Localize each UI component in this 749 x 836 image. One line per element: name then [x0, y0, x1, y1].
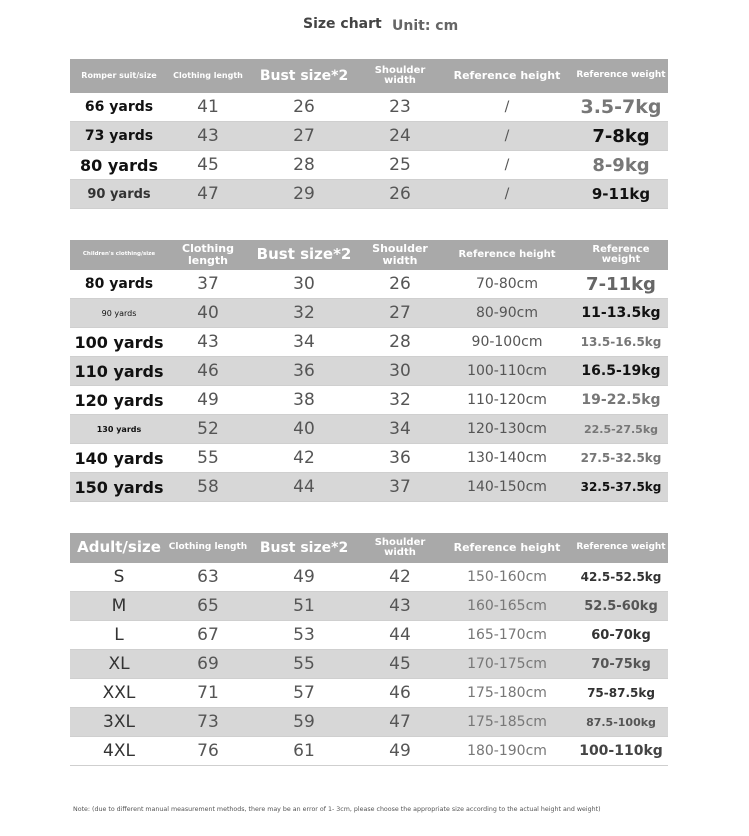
length-cell: 52: [197, 419, 219, 439]
height-cell: 90-100cm: [471, 334, 543, 350]
header-clothing-length: Clothing length: [168, 542, 248, 553]
length-cell: 49: [197, 390, 219, 410]
height-cell: 165-170cm: [467, 627, 547, 643]
table-row: [70, 592, 668, 621]
shoulder-cell: 36: [389, 448, 411, 468]
weight-cell: 7-11kg: [586, 273, 656, 295]
length-cell: 46: [197, 361, 219, 381]
length-cell: 55: [197, 448, 219, 468]
shoulder-cell: 45: [389, 654, 411, 674]
table-row: [70, 415, 668, 444]
header-reference-weight: Reference weight: [576, 542, 666, 553]
shoulder-cell: 23: [389, 97, 411, 117]
height-cell: 70-80cm: [475, 276, 538, 292]
header-clothing-length: Clothing length: [173, 70, 243, 80]
bust-cell: 30: [293, 274, 315, 294]
shoulder-cell: 47: [389, 712, 411, 732]
size-cell: 3XL: [103, 712, 135, 732]
height-cell: 130-140cm: [467, 450, 547, 466]
table-row: [70, 328, 668, 357]
bust-cell: 42: [293, 448, 315, 468]
weight-cell: 87.5-100kg: [586, 715, 656, 729]
table-header: [70, 533, 668, 563]
size-cell: XXL: [102, 683, 136, 703]
size-cell: 100 yards: [74, 332, 164, 352]
header-reference-height: Reference height: [453, 541, 561, 555]
weight-cell: 3.5-7kg: [580, 96, 662, 118]
table-row: [70, 621, 668, 650]
header-bust-size: Bust size*2: [259, 539, 349, 556]
table-row: [70, 563, 668, 592]
size-cell: 73 yards: [84, 128, 154, 144]
table-row: [70, 708, 668, 737]
shoulder-cell: 49: [389, 741, 411, 761]
bust-cell: 34: [293, 332, 315, 352]
header-shoulder-width: Shoulder width: [372, 242, 428, 267]
size-cell: L: [114, 625, 124, 645]
height-cell: 175-180cm: [467, 685, 547, 701]
weight-cell: 22.5-27.5kg: [583, 422, 659, 436]
shoulder-cell: 30: [389, 361, 411, 381]
size-cell: 80 yards: [84, 276, 154, 292]
height-cell: /: [504, 99, 510, 115]
weight-cell: 100-110kg: [579, 743, 663, 759]
bust-cell: 36: [293, 361, 315, 381]
weight-cell: 19-22.5kg: [581, 392, 661, 408]
page-title: Size chart: [303, 16, 382, 32]
bust-cell: 32: [293, 303, 315, 323]
length-cell: 65: [197, 596, 219, 616]
chart-title-row: [0, 14, 749, 38]
header-size: Adult/size: [77, 538, 161, 557]
shoulder-cell: 44: [389, 625, 411, 645]
height-cell: 120-130cm: [467, 421, 547, 437]
height-cell: 160-165cm: [467, 598, 547, 614]
height-cell: 110-120cm: [467, 392, 547, 408]
shoulder-cell: 25: [389, 155, 411, 175]
height-cell: /: [504, 186, 510, 202]
height-cell: 150-160cm: [467, 569, 547, 585]
length-cell: 67: [197, 625, 219, 645]
bust-cell: 40: [293, 419, 315, 439]
length-cell: 63: [197, 567, 219, 587]
unit-label: Unit: cm: [392, 18, 459, 34]
height-cell: 80-90cm: [475, 305, 538, 321]
size-cell: XL: [108, 654, 130, 674]
header-clothing-length: Clothing length: [182, 242, 234, 267]
length-cell: 43: [197, 332, 219, 352]
length-cell: 76: [197, 741, 219, 761]
weight-cell: 11-13.5kg: [581, 305, 661, 321]
weight-cell: 7-8kg: [592, 125, 650, 147]
weight-cell: 16.5-19kg: [581, 363, 661, 379]
size-cell: 4XL: [103, 741, 135, 761]
bust-cell: 61: [293, 741, 315, 761]
header-shoulder-width: Shoulder width: [374, 64, 426, 86]
bust-cell: 27: [293, 126, 315, 146]
weight-cell: 27.5-32.5kg: [580, 451, 662, 465]
weight-cell: 60-70kg: [591, 627, 651, 643]
length-cell: 69: [197, 654, 219, 674]
romper-size-table: [70, 59, 668, 209]
shoulder-cell: 43: [389, 596, 411, 616]
weight-cell: 32.5-37.5kg: [580, 480, 662, 494]
weight-cell: 8-9kg: [592, 154, 650, 176]
table-row: [70, 151, 668, 180]
table-row: [70, 444, 668, 473]
shoulder-cell: 26: [389, 184, 411, 204]
header-bust-size: Bust size*2: [259, 67, 349, 84]
shoulder-cell: 42: [389, 567, 411, 587]
height-cell: 180-190cm: [467, 743, 547, 759]
weight-cell: 70-75kg: [591, 656, 651, 672]
size-cell: 90 yards: [101, 308, 137, 318]
table-row: [70, 473, 668, 502]
size-cell: 130 yards: [96, 424, 142, 434]
table-row: [70, 270, 668, 299]
shoulder-cell: 46: [389, 683, 411, 703]
header-bust-size: Bust size*2: [256, 245, 352, 264]
length-cell: 45: [197, 155, 219, 175]
height-cell: 175-185cm: [467, 714, 547, 730]
table-row: [70, 299, 668, 328]
size-cell: M: [111, 596, 127, 616]
length-cell: 40: [197, 303, 219, 323]
bust-cell: 49: [293, 567, 315, 587]
table-row: [70, 93, 668, 122]
table-header: [70, 59, 668, 93]
size-cell: S: [113, 567, 125, 587]
table-row: [70, 180, 668, 209]
shoulder-cell: 34: [389, 419, 411, 439]
table-row: [70, 650, 668, 679]
size-cell: 140 yards: [74, 448, 164, 468]
table-row: [70, 386, 668, 415]
shoulder-cell: 37: [389, 477, 411, 497]
size-cell: 66 yards: [84, 99, 154, 115]
height-cell: 100-110cm: [467, 363, 547, 379]
header-shoulder-width: Shoulder width: [374, 536, 426, 558]
adult-size-table: [70, 533, 668, 766]
height-cell: /: [504, 128, 510, 144]
header-reference-weight: Reference weight: [576, 70, 666, 81]
weight-cell: 9-11kg: [591, 185, 651, 203]
bust-cell: 57: [293, 683, 315, 703]
length-cell: 43: [197, 126, 219, 146]
size-cell: 90 yards: [87, 186, 151, 202]
length-cell: 37: [197, 274, 219, 294]
shoulder-cell: 24: [389, 126, 411, 146]
header-reference-height: Reference height: [458, 248, 556, 260]
length-cell: 47: [197, 184, 219, 204]
table-row: [70, 357, 668, 386]
weight-cell: 52.5-60kg: [584, 598, 658, 614]
weight-cell: 42.5-52.5kg: [580, 570, 662, 584]
bust-cell: 55: [293, 654, 315, 674]
bust-cell: 53: [293, 625, 315, 645]
bust-cell: 44: [293, 477, 315, 497]
bust-cell: 29: [293, 184, 315, 204]
bust-cell: 26: [293, 97, 315, 117]
table-row: [70, 122, 668, 151]
bust-cell: 38: [293, 390, 315, 410]
length-cell: 58: [197, 477, 219, 497]
bust-cell: 59: [293, 712, 315, 732]
shoulder-cell: 27: [389, 303, 411, 323]
table-header: [70, 240, 668, 270]
height-cell: /: [504, 157, 510, 173]
bust-cell: 28: [293, 155, 315, 175]
length-cell: 41: [197, 97, 219, 117]
shoulder-cell: 32: [389, 390, 411, 410]
shoulder-cell: 28: [389, 332, 411, 352]
weight-cell: 75-87.5kg: [587, 686, 655, 700]
table-row: [70, 679, 668, 708]
bust-cell: 51: [293, 596, 315, 616]
size-cell: 80 yards: [80, 155, 158, 175]
size-cell: 150 yards: [74, 477, 164, 497]
header-reference-height: Reference height: [453, 69, 561, 83]
measurement-note: Note: (due to different manual measurement methods, there may be an error of 1- 3cm, please choose the appropriate size according to the actual height and weight): [73, 806, 601, 813]
height-cell: 140-150cm: [467, 479, 547, 495]
length-cell: 71: [197, 683, 219, 703]
header-reference-weight: Reference weight: [592, 243, 650, 265]
shoulder-cell: 26: [389, 274, 411, 294]
table-row: [70, 737, 668, 766]
header-size: Children's clothing/size: [82, 251, 156, 258]
size-cell: 110 yards: [74, 361, 164, 381]
height-cell: 170-175cm: [467, 656, 547, 672]
weight-cell: 13.5-16.5kg: [580, 335, 662, 349]
size-cell: 120 yards: [74, 390, 164, 410]
header-size: Romper suit/size: [81, 70, 157, 80]
children-size-table: [70, 240, 668, 502]
length-cell: 73: [197, 712, 219, 732]
